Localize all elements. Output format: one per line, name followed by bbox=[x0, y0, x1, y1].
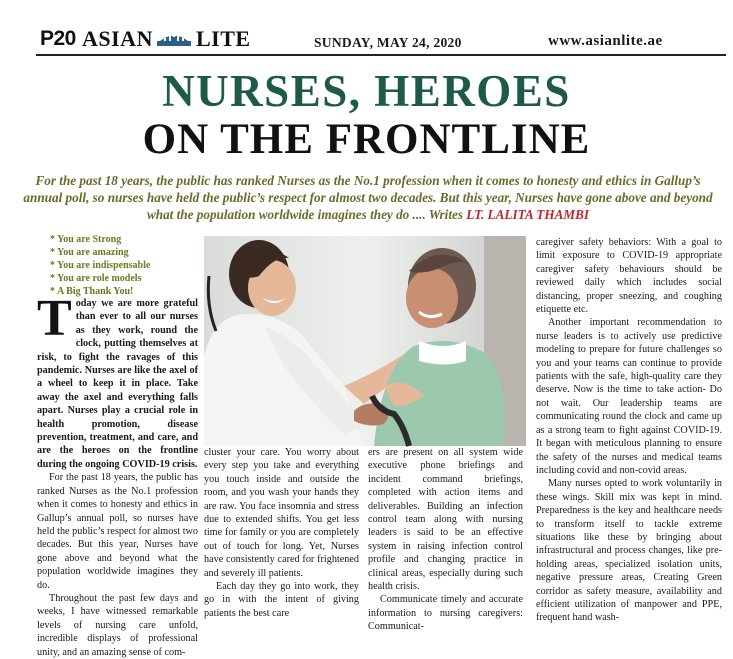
standfirst bbox=[18, 172, 718, 223]
body-paragraph: Another important recommendation to nurse leaders is to actively use predictive modeling to prepare for future challenges so you and your teams can continue to provide patients with the safe, high-quality care they deserve. Now is the time to take action- Do not wait. Our leadership teams are communicating round the clock and came up as a strong team to fight against COVID-19. It began with meticulous planning to ensure the safety of the nurses and medical teams including covid and non-covid areas. bbox=[536, 317, 722, 476]
standfirst-text: For the past 18 years, the public has ranked Nurses as the No.1 profession when it comes to honesty and ethics in Gallup’s annual poll, so nurses have held the public’s respect for almost two decades. But this year, Nurses have gone above and beyond what the population worldwide imagines they do .... Writes bbox=[23, 173, 713, 222]
byline: LT. LALITA THAMBI bbox=[466, 207, 590, 222]
bullet-item: * You are indispensable bbox=[50, 260, 151, 271]
website-url[interactable]: www.asianlite.ae bbox=[548, 33, 663, 49]
brand-name-left: ASIAN bbox=[82, 26, 153, 51]
article-column-4 bbox=[536, 236, 722, 625]
body-paragraph: For the past 18 years, the public has ranked Nurses as the No.1 profession when it comes to honesty and ethics in Gallup’s annual poll, so nurses have held the public’s respect for almost two decades. But this year, Nurses have gone above and beyond what the population worldwide imagines they do. bbox=[37, 472, 198, 591]
nurse-patient-photo bbox=[204, 236, 526, 446]
issue-date: SUNDAY, MAY 24, 2020 bbox=[314, 35, 462, 50]
article-column-2 bbox=[204, 446, 359, 620]
asianlite-emblem-icon bbox=[156, 30, 192, 48]
page-number: P20 bbox=[40, 27, 76, 50]
body-paragraph: ers are present on all system wide executive phone briefings and incident command briefings, completed with action items and deliverables. Building an infection control team along with nursing leaders is said to be an effective system in raising infection control profile and changing practice in clinical areas, especially during such health crisis. bbox=[368, 447, 523, 593]
headline-line-2: ON THE FRONTLINE bbox=[142, 116, 591, 163]
body-paragraph: Throughout the past few days and weeks, I have witnessed remarkable levels of nursing care unfold, incredible displays of professional unity, and an amazing sense of com- bbox=[37, 592, 198, 658]
bullet-list bbox=[50, 233, 200, 298]
body-paragraph: cluster your care. You worry about every step you take and everything you touch inside and outside the room, and you wash your hands they are raw. You face insomnia and stress due to extended shifts. You get less time for family or you are completely out of touch for long. Yet, Nurses have consistently cared for frightened and severely ill patients. bbox=[204, 447, 359, 579]
brand-name-right: LITE bbox=[196, 26, 251, 51]
bullet-item: * You are role models bbox=[50, 273, 142, 284]
drop-cap: T bbox=[37, 290, 72, 347]
lead-text: oday we are more grateful than ever to all our nurses as they work, round the clock, putting themselves at risk, to fight the ravages of this pandemic. Nurses are like the axel of a wheel to keep it in place. Take away the axel and everything falls apart. Nurses play a crucial role in health promotion, disease prevention, treatment, and care, and are the heroes on the frontline during the ongoing COVID-19 crisis. bbox=[37, 298, 198, 470]
body-paragraph: Each day they go into work, they go in with the intent of giving patients the best care bbox=[204, 581, 359, 619]
bullet-item: * You are amazing bbox=[50, 247, 129, 258]
bullet-item: * A Big Thank You! bbox=[50, 286, 134, 297]
body-paragraph: caregiver safety behaviors: With a goal to limit exposure to COVID-19 appropriate caregiver safety behaviours should be reviewed daily which includes social distancing, proper sneezing, and coughing etiquette etc. bbox=[536, 237, 722, 316]
masthead bbox=[0, 0, 733, 58]
nurse-patient-illustration-icon bbox=[204, 236, 526, 446]
masthead-divider bbox=[36, 54, 726, 56]
bullet-item: * You are Strong bbox=[50, 234, 122, 245]
body-paragraph: Many nurses opted to work voluntarily in these wings. Skill mix was kept in mind. Preparedness is the key and healthcare needs to transform itself to tackle extreme situations like these by bringing about infrastructural and process changes, like pre-holding areas, specialized isolation units, negative pressure areas, Creating Green corridor as safety measure, availability and efficient utilization of manpower and PPE, frequent hand wash- bbox=[536, 478, 722, 624]
body-paragraph: Communicate timely and accurate information to nursing caregivers: Communicat- bbox=[368, 594, 523, 633]
article-column-3 bbox=[368, 446, 523, 634]
headline-line-1: NURSES, HEROES bbox=[162, 66, 571, 116]
